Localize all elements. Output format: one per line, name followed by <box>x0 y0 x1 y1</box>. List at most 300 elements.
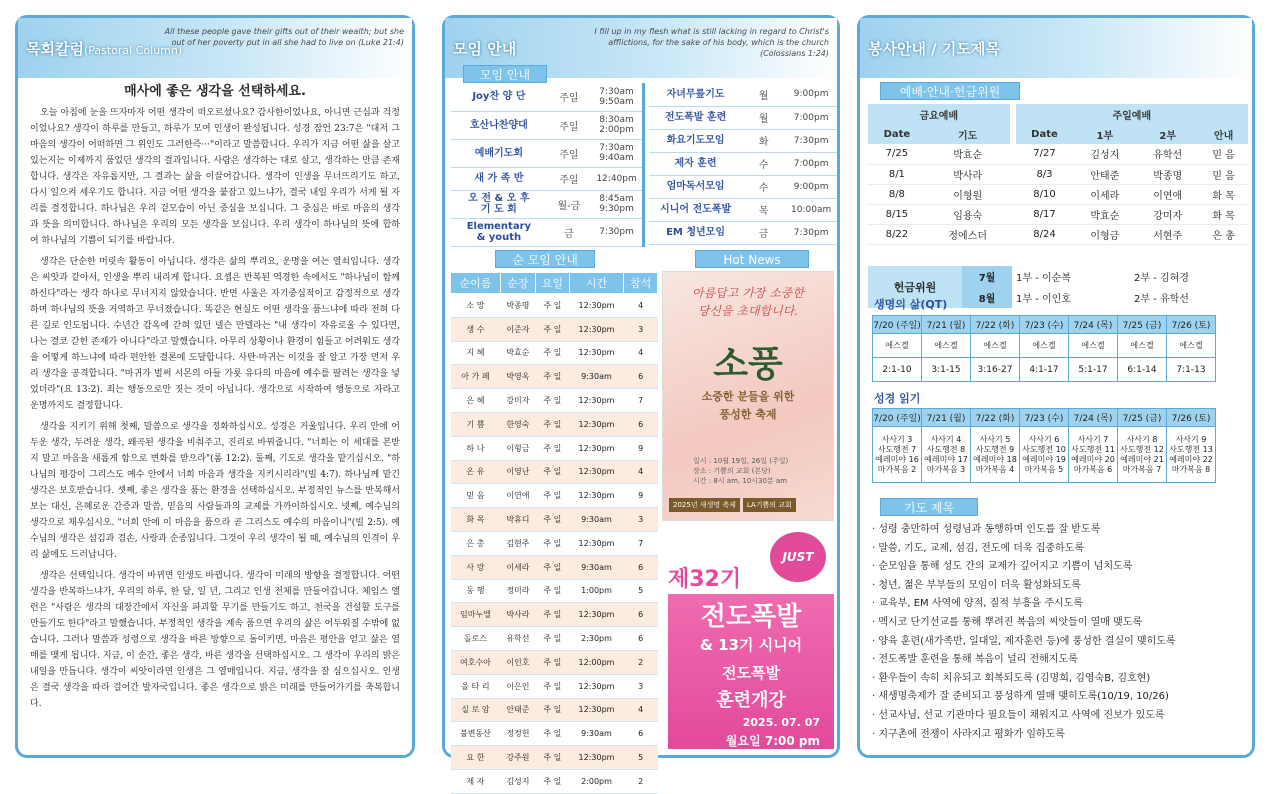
soon-cell: 화 목 <box>451 508 501 532</box>
poster-line4: 전도폭발 <box>722 664 780 682</box>
poster-line5: 훈련개강 <box>716 690 786 711</box>
meeting-time: 7:00pm <box>785 152 837 175</box>
table-row <box>451 484 658 508</box>
prayer-item: · 교육부, EM 사역에 양적, 질적 부흥을 주시도록 <box>872 595 1252 614</box>
soon-cell: 이형금 <box>500 436 535 460</box>
meeting-time: 7:30am 9:40am <box>591 139 643 167</box>
qt-title: 생명의 삶(QT) <box>874 298 948 311</box>
serve-cell: 7/25 <box>868 144 926 164</box>
table-row <box>451 603 658 627</box>
soon-cell: 임마누엘 <box>451 603 501 627</box>
meeting-day: 주일 <box>547 167 591 190</box>
column-main-title: 매사에 좋은 생각을 선택하세요. <box>124 84 306 99</box>
table-row <box>451 555 658 579</box>
meeting-time: 7:30pm <box>591 218 643 246</box>
soon-cell: 여호수아 <box>451 650 501 674</box>
soon-cell: 주 일 <box>536 341 570 365</box>
serve-cell: 정에스더 <box>926 224 1010 244</box>
soon-cell: 정미라 <box>500 579 535 603</box>
donor-first: 1부 - 이인호 <box>1016 294 1071 305</box>
prayer-item: · 전도폭발 훈련을 통해 복음이 널리 전해지도록 <box>872 651 1252 670</box>
meeting-time: 7:30am 9:50am <box>591 83 643 111</box>
soon-cell: 이인호 <box>500 650 535 674</box>
soon-cell: 12:30pm <box>569 603 623 627</box>
service-prayer-panel <box>857 15 1255 758</box>
reading-ref: 사사기 9 사도행전 13 예레미야 22 마가복음 8 <box>1167 427 1216 483</box>
serve-header: 기도 <box>926 124 1010 144</box>
meeting-row <box>451 190 644 218</box>
serve-cell: 8/22 <box>868 224 926 244</box>
soon-cell: 12:30pm <box>569 389 623 413</box>
serve-cell: 화 목 <box>1199 184 1248 204</box>
soon-cell: 2 <box>624 650 658 674</box>
soon-cell: 12:30pm <box>569 698 623 722</box>
meeting-day: 주일 <box>547 111 591 139</box>
poster-line3: & 13기 시니어 <box>699 636 803 654</box>
soon-cell: 주 일 <box>536 579 570 603</box>
qt-ref: 7:1-13 <box>1167 358 1216 382</box>
poster-line2: 전도폭발 <box>700 602 802 632</box>
soon-cell: 주 일 <box>536 769 570 793</box>
serve-cell: 믿 음 <box>1199 164 1248 184</box>
meeting-day: 금 <box>547 218 591 246</box>
prayer-item: · 지구촌에 전쟁이 사라지고 평화가 임하도록 <box>872 726 1252 745</box>
soon-cell: 사 랑 <box>451 555 501 579</box>
donor-label: 헌금위원 <box>868 266 962 308</box>
reading-day: 7/25 (금) <box>1118 409 1167 427</box>
soon-cell: 주 일 <box>536 555 570 579</box>
table-row <box>451 508 658 532</box>
reading-ref: 사사기 7 사도행전 11 예레미야 20 마가복음 6 <box>1069 427 1118 483</box>
meeting-name: 새 가 족 반 <box>451 167 547 190</box>
qt-day: 7/20 (주일) <box>873 316 922 334</box>
meeting-day: 수 <box>742 175 785 198</box>
soon-header: 요일 <box>536 273 570 294</box>
soon-cell: 12:30pm <box>569 460 623 484</box>
soon-cell: 1:00pm <box>569 579 623 603</box>
donor-first: 1부 - 이순복 <box>1016 273 1071 284</box>
soon-cell: 기 쁨 <box>451 412 501 436</box>
serve-cell: 믿 음 <box>1199 144 1248 164</box>
evangelism-poster[interactable] <box>662 524 834 749</box>
donor-month: 8월 <box>962 287 1012 308</box>
meeting-row <box>649 221 837 244</box>
meeting-day: 월 <box>742 83 785 106</box>
soon-cell: 4 <box>624 341 658 365</box>
table-row <box>451 317 658 341</box>
meeting-time: 8:45am 9:30pm <box>591 190 643 218</box>
soon-cell: 3 <box>624 674 658 698</box>
soon-cell: 9:30am <box>569 722 623 746</box>
qt-book: 에스겔 <box>1069 334 1118 358</box>
serve-cell: 은 총 <box>1199 224 1248 244</box>
soon-cell: 주 일 <box>536 722 570 746</box>
friday-caption: 금요예배 <box>868 104 1010 124</box>
soon-cell: 2 <box>624 769 658 793</box>
serve-cell: 화 목 <box>1199 204 1248 224</box>
reading-title: 성경 읽기 <box>874 392 921 405</box>
soon-header: 시간 <box>569 273 623 294</box>
meeting-time: 9:00pm <box>785 83 837 106</box>
meeting-day: 수 <box>742 152 785 175</box>
prayer-item: · 순모임을 통해 성도 간의 교제가 깊어지고 기쁨이 넘치도록 <box>872 558 1252 577</box>
qt-day: 7/23 (수) <box>1020 316 1069 334</box>
meeting-time: 7:00pm <box>785 106 837 129</box>
reading-ref: 사사기 4 사도행전 8 예레미야 17 마가복음 3 <box>922 427 971 483</box>
column-paragraph: 생각을 지키기 위해 첫째, 말씀으로 생각을 정화하십시오. 성경은 거울입니다. 우리 안에 어두운 생각, 두려운 생각, 왜곡된 생각을 비춰주고, 진리로 바꿔줍니다. "너희는 이 세대를 본받지 말고 마음을 새롭게 함으로 변화를 받으라"(롬 12:2). 둘째, 기도로 생각을 맡기십시오. "하나님의 평강이 그리스도 예수 안에서 너희 마음과 생각을 지키시리라"(빌 4:7). 하나님께 맡긴 생각은 보호받습니다. 셋째, 좋은 생각을 품는 환경을 선택하십시오. 부정적인 뉴스를 반복해서 보는 대신, 은혜로운 간증과 말씀, 믿음의 사람들과의 교제를 가까이하십시오. 넷째, 예수님의 생각으로 채우십시오. "너희 안에 이 마음을 품으라 곧 그리스도 예수의 마음이니"(빌 2:5). 예수님의 생각은 섬김과 겸손, 사랑과 순종입니다. 그것이 우리 생각이 될 때, 예수님의 인격이 우리 삶에도 드러납니다. <box>30 422 400 560</box>
soon-cell: 9:30am <box>569 508 623 532</box>
serve-cell: 서현주 <box>1136 224 1199 244</box>
soon-cell: 주 일 <box>536 603 570 627</box>
soon-cell: 12:30pm <box>569 294 623 318</box>
soon-cell: 돌로스 <box>451 627 501 651</box>
meeting-name: 호산나찬양대 <box>451 111 547 139</box>
serve-cell: 8/10 <box>1016 184 1074 204</box>
table-row <box>451 579 658 603</box>
qt-book: 에스겔 <box>1118 334 1167 358</box>
soon-cell: 주 일 <box>536 627 570 651</box>
reading-day: 7/23 (수) <box>1020 409 1069 427</box>
soon-table <box>450 272 658 794</box>
column-paragraph: 생각은 단순한 머릿속 활동이 아닙니다. 생각은 삶의 뿌리요, 운명을 여는 열쇠입니다. 생각은 씨앗과 같아서, 인생을 뿌리 내리게 합니다. 요셉은 반복된 역경한 속에서도 "하나님이 함께 하신다"라는 생각 하나로 무너지지 않았습니다. 반면 사울은 자기중심적이고 감정적으로 생각하며 하나님의 뜻을 거역하고 무너졌습니다. 똑같은 현실도 어떤 생각을 품느냐에 따라 전혀 다른 길로 인도됩니다. 수년간 감옥에 갇혀 있던 넬슨 만델라는 "내 생각이 자유로울 수 있다면, 나는 결코 갇힌 존재가 아니다"라고 말했습니다. 아무리 상황이나 환경이 힘들고 어려워도 생각을 어떻게 하느냐에 따라 편안한 결론에 도달합니다. 사탄·마귀는 이것을 잘 알고 가장 먼저 우리 생각을 공격합니다. "마귀가 벌써 시몬의 아들 가룟 유다의 마음에 예수를 팔려는 생각을 넣었더라"(요 13:2). 죄는 행동으로만 짓는 것이 아닙니다. 생각으로 시작하여 행동으로 자라고 운명까지도 결정합니다. <box>30 257 400 411</box>
soon-cell: 6 <box>624 412 658 436</box>
soon-cell: 박휴디 <box>500 508 535 532</box>
serve-cell: 이세라 <box>1073 184 1136 204</box>
meeting-row <box>649 152 837 175</box>
poster-date: 2025. 07. 07 <box>742 716 820 729</box>
column-title: 목회칼럼(Pastoral Column) <box>26 40 183 58</box>
reading-day: 7/24 (목) <box>1069 409 1118 427</box>
serve-cell: 임용숙 <box>926 204 1010 224</box>
prayer-item: · 청년, 젊은 부부들의 모임이 더욱 활성화되도록 <box>872 577 1252 596</box>
meetings-left-table <box>451 83 645 247</box>
serve-cell: 김성지 <box>1073 144 1136 164</box>
donor-month: 7월 <box>962 266 1012 287</box>
table-row <box>451 294 658 318</box>
soon-cell: 7 <box>624 531 658 555</box>
meeting-row <box>451 139 644 167</box>
table-row <box>451 365 658 389</box>
soon-cell: 6 <box>624 603 658 627</box>
qt-ref: 4:1-17 <box>1020 358 1069 382</box>
reading-ref: 사사기 8 사도행전 12 예레미야 21 마가복음 7 <box>1118 427 1167 483</box>
column-verse: All these people gave their gifts out of their wealth; but she out of her poverty put in all she had to live on (Luke 21:4) <box>164 27 404 47</box>
serve-cell: 이형금 <box>1073 224 1136 244</box>
soon-cell: 5 <box>624 579 658 603</box>
reading-day: 7/21 (월) <box>922 409 971 427</box>
soon-cell: 소 망 <box>451 294 501 318</box>
soon-caption: 순 모임 안내 <box>495 250 595 268</box>
soon-cell: 이세라 <box>500 555 535 579</box>
soon-cell: 12:30pm <box>569 341 623 365</box>
soon-cell: 9 <box>624 436 658 460</box>
soon-cell: 주 일 <box>536 294 570 318</box>
table-row <box>451 389 658 413</box>
reading-day: 7/22 (화) <box>971 409 1020 427</box>
soon-cell: 주 일 <box>536 412 570 436</box>
meeting-day: 월 <box>742 106 785 129</box>
serve-cell: 8/8 <box>868 184 926 204</box>
serve-cell: 8/24 <box>1016 224 1074 244</box>
serve-header: Date <box>1016 124 1074 144</box>
soon-cell: 주 일 <box>536 460 570 484</box>
column-header <box>18 18 412 78</box>
flyer-sub2: 풍성한 축제 <box>719 408 777 421</box>
soon-cell: 9 <box>624 484 658 508</box>
serve-cell: 유학선 <box>1136 144 1199 164</box>
serve-cell: 박사라 <box>926 164 1010 184</box>
meeting-name: 제자 훈련 <box>649 152 742 175</box>
soon-cell: 믿 음 <box>451 484 501 508</box>
meeting-name: 시니어 전도폭발 <box>649 198 742 221</box>
soon-cell: 4 <box>624 698 658 722</box>
soon-cell: 7 <box>624 389 658 413</box>
qt-day: 7/22 (화) <box>971 316 1020 334</box>
qt-ref: 5:1-17 <box>1069 358 1118 382</box>
soon-cell: 김현주 <box>500 531 535 555</box>
table-row <box>451 769 658 793</box>
flyer-line1: 아름답고 가장 소중한 <box>692 286 804 300</box>
prayer-item: · 양육 훈련(새가족반, 일대일, 제자훈련 등)에 풍성한 결실이 맺히도록 <box>872 633 1252 652</box>
reading-ref: 사사기 6 사도행전 10 예레미야 19 마가복음 5 <box>1020 427 1069 483</box>
soon-cell: 실 로 암 <box>451 698 501 722</box>
soon-cell: 12:30pm <box>569 317 623 341</box>
service-header <box>860 18 1252 78</box>
soon-cell: 12:30pm <box>569 484 623 508</box>
soon-cell: 12:30pm <box>569 746 623 770</box>
soon-cell: 주 일 <box>536 650 570 674</box>
meeting-name: EM 청년모임 <box>649 221 742 244</box>
table-row <box>868 164 1248 184</box>
meeting-row <box>451 111 644 139</box>
table-row <box>451 674 658 698</box>
qt-book: 에스겔 <box>873 334 922 358</box>
table-row <box>451 436 658 460</box>
prayer-item: · 멕시코 단기선교를 통해 뿌려진 복음의 씨앗들이 열매 맺도록 <box>872 614 1252 633</box>
soon-cell: 이연애 <box>500 484 535 508</box>
meeting-day: 주일 <box>547 83 591 111</box>
soon-header: 순장 <box>500 273 535 294</box>
serve-cell: 이연애 <box>1136 184 1199 204</box>
qt-day: 7/26 (토) <box>1167 316 1216 334</box>
soon-cell: 은 총 <box>451 531 501 555</box>
serve-header: 안내 <box>1199 124 1248 144</box>
soon-header: 순이름 <box>451 273 501 294</box>
serve-table <box>868 104 1248 245</box>
serve-header: 1부 <box>1073 124 1136 144</box>
qt-book: 에스겔 <box>1167 334 1216 358</box>
meeting-name: 자녀무릎기도 <box>649 83 742 106</box>
meeting-time: 7:30pm <box>785 129 837 152</box>
prayer-item: · 새생명축제가 잘 준비되고 풍성하게 열매 맺히도록(10/19, 10/26) <box>872 688 1252 707</box>
soon-cell: 주 일 <box>536 389 570 413</box>
soon-cell: 12:30pm <box>569 531 623 555</box>
soon-cell: 불변동산 <box>451 722 501 746</box>
soon-cell: 6 <box>624 365 658 389</box>
soon-cell: 동 행 <box>451 579 501 603</box>
serve-cell: 8/15 <box>868 204 926 224</box>
flyer-footer: 2025년 새생명 축제 LA기쁨의 교회 <box>669 498 829 512</box>
meeting-row <box>649 83 837 106</box>
reading-ref: 사사기 5 사도행전 9 예레미야 18 마가복음 4 <box>971 427 1020 483</box>
soon-cell: 강미자 <box>500 389 535 413</box>
reading-table <box>872 408 1216 483</box>
meeting-time: 12:40pm <box>591 167 643 190</box>
meeting-row <box>451 167 644 190</box>
meeting-day: 주일 <box>547 139 591 167</box>
meeting-day: 금 <box>742 221 785 244</box>
soon-cell: 지 혜 <box>451 341 501 365</box>
meeting-time: 9:00pm <box>785 175 837 198</box>
qt-ref: 2:1-10 <box>873 358 922 382</box>
serve-cell: 8/3 <box>1016 164 1074 184</box>
pastoral-column-panel <box>15 15 415 758</box>
soon-cell: 제 자 <box>451 769 501 793</box>
soon-cell: 이준자 <box>500 317 535 341</box>
festival-flyer[interactable] <box>662 271 834 521</box>
serve-header: Date <box>868 124 926 144</box>
soon-cell: 4 <box>624 294 658 318</box>
prayer-caption: 기도 제목 <box>880 498 978 516</box>
soon-cell: 12:00pm <box>569 650 623 674</box>
meeting-day: 화 <box>742 129 785 152</box>
meeting-time: 10:00am <box>785 198 837 221</box>
meeting-row <box>649 198 837 221</box>
soon-cell: 한영숙 <box>500 412 535 436</box>
table-row <box>451 341 658 365</box>
meeting-row <box>451 83 644 111</box>
soon-cell: 9:30am <box>569 555 623 579</box>
serve-cell: 박효순 <box>1073 204 1136 224</box>
soon-cell: 주 일 <box>536 698 570 722</box>
soon-cell: 9:30am <box>569 365 623 389</box>
soon-cell: 안태준 <box>500 698 535 722</box>
table-row <box>868 144 1248 164</box>
serve-cell: 박종명 <box>1136 164 1199 184</box>
soon-cell: 2:30pm <box>569 627 623 651</box>
soon-cell: 생 수 <box>451 317 501 341</box>
serve-header: 2부 <box>1136 124 1199 144</box>
meeting-name: 엄마독서모임 <box>649 175 742 198</box>
table-row <box>451 650 658 674</box>
meeting-name: Joy찬 양 단 <box>451 83 547 111</box>
table-row <box>451 722 658 746</box>
flyer-line2: 당신을 초대합니다. <box>697 304 799 318</box>
column-paragraph: 생각은 선택입니다. 생각이 바뀌면 인생도 바뀝니다. 생각이 미래의 방향을 결정합니다. 어떤 생각을 반복하느냐가, 우리의 하루, 한 달, 일 년, 그리고 인생 전체를 만들어갑니다. 체임스 앨런은 "사람은 생각의 대장간에서 자신을 파괴할 무기를 만들기도 하고, 천국을 건설할 도구를 만들기도 한다"라고 말했습니다. 부정적인 생각을 계속 품으면 우리의 삶은 어두워질 수밖에 없습니다. 그러나 말씀과 성령으로 생각을 바른 방향으로 돌이키면, 마음은 평안을 얻고 삶은 열매를 맺게 됩니다. 지금, 이 순간, 좋은 생각, 바른 생각을 선택하십시오. 그 생각이 우리의 밝은 내일을 만듭니다. 생각이 씨앗이라면 인생은 그 열매입니다. 지금, 생각을 잘 심으십시오. 인생은 결국 생각을 따라 걸어간 발자국입니다. 좋은 생각으로 밝은 미래를 만들어가기를 축복합니다. <box>30 571 400 709</box>
soon-cell: 주 일 <box>536 436 570 460</box>
soon-cell: 3 <box>624 317 658 341</box>
qt-day: 7/21 (월) <box>922 316 971 334</box>
just-logo-icon: JUST <box>770 532 826 582</box>
meetings-right-table <box>649 83 837 245</box>
qt-ref: 3:1-15 <box>922 358 971 382</box>
meetings-verse: I fill up in my flesh what is still lacking in regard to Christ's afflictions, for the sake of his body, which is the church (Colossians 1:24) <box>594 27 829 58</box>
soon-cell: 아 가 페 <box>451 365 501 389</box>
table-row <box>868 224 1248 244</box>
table-row <box>451 531 658 555</box>
table-row <box>868 204 1248 224</box>
prayer-item: · 환우들이 속히 치유되고 회복되도록 (김명희, 김영숙B, 김호현) <box>872 670 1252 689</box>
soon-cell: 6 <box>624 627 658 651</box>
serve-cell: 7/27 <box>1016 144 1074 164</box>
meeting-name: Elementary & youth <box>451 218 547 246</box>
soon-cell: 박효순 <box>500 341 535 365</box>
soon-cell: 강주원 <box>500 746 535 770</box>
soon-cell: 주 일 <box>536 484 570 508</box>
meeting-row <box>649 175 837 198</box>
soon-cell: 요 한 <box>451 746 501 770</box>
soon-cell: 올 타 리 <box>451 674 501 698</box>
soon-cell: 3 <box>624 508 658 532</box>
qt-book: 에스겔 <box>922 334 971 358</box>
table-row <box>451 627 658 651</box>
meeting-time: 7:30pm <box>785 221 837 244</box>
soon-cell: 주 일 <box>536 508 570 532</box>
soon-cell: 주 일 <box>536 531 570 555</box>
meeting-day: 월-금 <box>547 190 591 218</box>
qt-book: 에스겔 <box>1020 334 1069 358</box>
poster-banner <box>668 594 834 749</box>
meeting-row <box>649 129 837 152</box>
soon-cell: 박영옥 <box>500 365 535 389</box>
prayer-item: · 성령 충만하여 성령님과 동행하며 인도를 잘 받도록 <box>872 521 1252 540</box>
donor-second: 2부 - 유학선 <box>1134 294 1189 305</box>
soon-cell: 2:00pm <box>569 769 623 793</box>
serve-cell: 8/17 <box>1016 204 1074 224</box>
meeting-name: 전도폭발 훈련 <box>649 106 742 129</box>
reading-ref: 사사기 3 사도행전 7 예레미야 16 마가복음 2 <box>873 427 922 483</box>
table-row <box>451 698 658 722</box>
table-row <box>451 746 658 770</box>
qt-ref: 3:16-27 <box>971 358 1020 382</box>
donor-second: 2부 - 김혀경 <box>1134 273 1189 284</box>
soon-cell: 유학선 <box>500 627 535 651</box>
soon-cell: 주 일 <box>536 674 570 698</box>
soon-cell: 김성지 <box>500 769 535 793</box>
soon-cell: 5 <box>624 746 658 770</box>
soon-cell: 주 일 <box>536 746 570 770</box>
soon-cell: 박사라 <box>500 603 535 627</box>
meeting-row <box>451 218 644 246</box>
soon-cell: 정정헌 <box>500 722 535 746</box>
hot-news-caption: Hot News <box>695 250 809 268</box>
soon-cell: 은 혜 <box>451 389 501 413</box>
serve-cell: 이형원 <box>926 184 1010 204</box>
table-row <box>868 184 1248 204</box>
meeting-row <box>649 106 837 129</box>
soon-cell: 12:30pm <box>569 412 623 436</box>
reading-day: 7/20 (주일) <box>873 409 922 427</box>
column-paragraph: 오늘 아침에 눈을 뜨자마자 어떤 생각이 떠오르셨나요? 감사한이었나요, 아니면 근심과 걱정이었나요? 생각이 하루를 만들고, 하루가 모여 인생이 완성됩니다. 성경 잠언 23:7은 "대저 그 마음의 생각이 어떠하면 그 위인도 그러한즉···"이라고 말씀합니다. 우리가 지금 어떤 삶을 살고 있는지는 이제까지 품었던 생각의 결과입니다. 사람은 생각하는 대로 살고, 생각하는 만큼 존재합니다. 생각은 자유롭지만, 그 결과는 삶을 이끌어갑니다. 생각이 인생을 무너뜨리기도 하고, 다시 일으켜 세우기도 합니다. 지금 어떤 생각을 붙잡고 있느냐가, 결국 내일 우리가 서게 될 자리를 결정합니다. 하나님은 우리 겉모습이 아닌 중심을 보십니다. 그 중심은 바로 마음의 생각과 뜻을 의미합니다. 하나님은 우리의 모든 생각을 보십니다. 우리 생각이 하나님의 뜻에 합하여 하나님의 기쁨이 되기를 바랍니다. <box>30 108 400 246</box>
soon-cell: 주 일 <box>536 365 570 389</box>
meeting-day: 목 <box>742 198 785 221</box>
meeting-name: 화요기도모임 <box>649 129 742 152</box>
soon-cell: 주 일 <box>536 317 570 341</box>
qt-table <box>872 315 1216 382</box>
sunday-caption: 주일예배 <box>1016 104 1248 124</box>
qt-ref: 6:1-14 <box>1118 358 1167 382</box>
table-row <box>451 412 658 436</box>
table-row <box>451 460 658 484</box>
meeting-name: 예배기도회 <box>451 139 547 167</box>
soon-cell: 이은인 <box>500 674 535 698</box>
prayer-item: · 말씀, 기도, 교제, 섬김, 전도에 더욱 집중하도록 <box>872 540 1252 559</box>
meeting-name: 오 전 & 오 후 기 도 회 <box>451 190 547 218</box>
qt-book: 에스겔 <box>971 334 1020 358</box>
soon-cell: 온 유 <box>451 460 501 484</box>
soon-cell: 6 <box>624 722 658 746</box>
soon-cell: 6 <box>624 555 658 579</box>
